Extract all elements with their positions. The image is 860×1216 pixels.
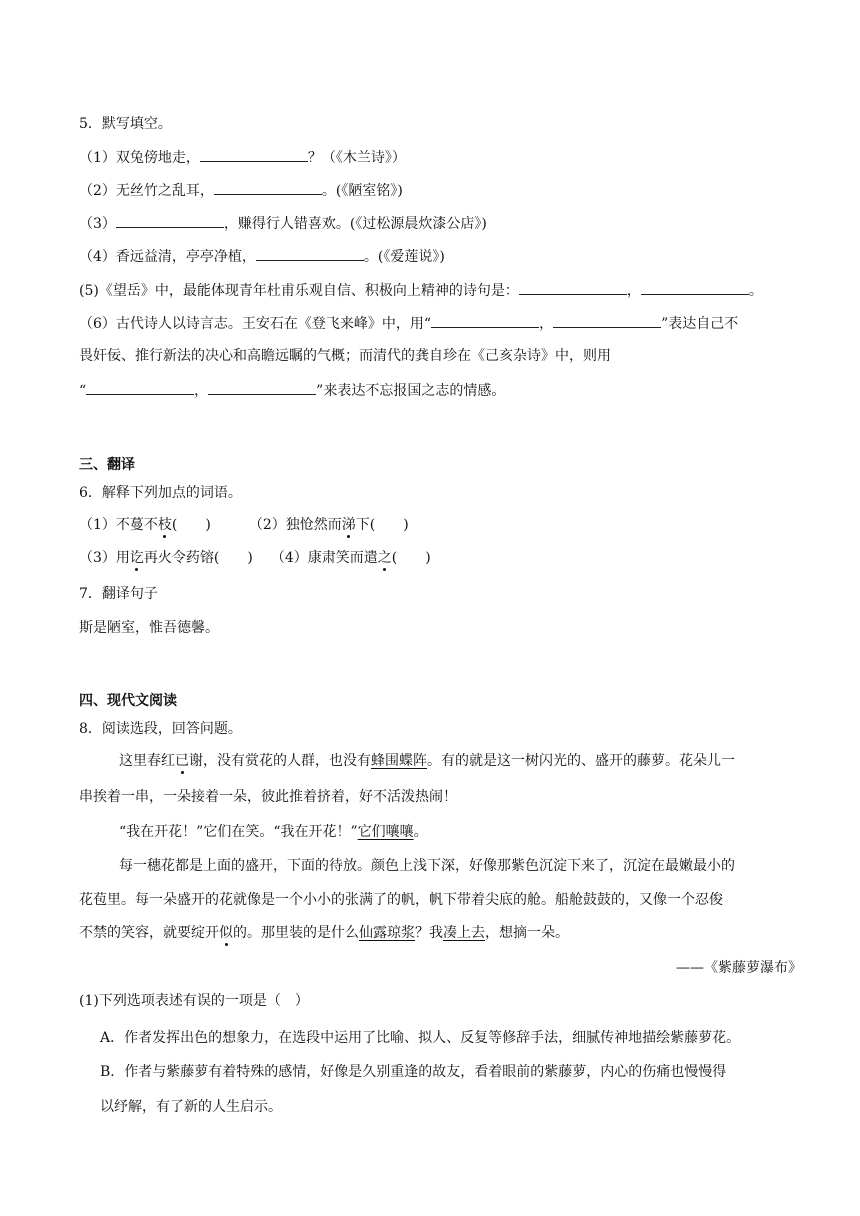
option-b-line2: 以纾解，有了新的人生启示。 [100,1099,282,1115]
option-a[interactable]: A．作者发挥出色的想象力，在选段中运用了比喻、拟人、反复等修辞手法，细腻传神地描绘紫藤萝花。 [100,1030,741,1046]
q7-sentence: 斯是陋室，惟吾德馨。 [79,620,219,636]
answer-blank[interactable] [86,380,194,395]
dotted-word: 涕 [341,517,356,533]
answer-blank[interactable] [431,313,539,328]
underlined-phrase: 仙露琼浆 [359,925,415,941]
q5-item-4: （4）香远益清，亭亭净植， 。(《爱莲说》) [79,246,445,267]
section-4-heading: 四、现代文阅读 [79,693,177,709]
answer-blank[interactable] [553,313,661,328]
dotted-word: 枝 [157,517,172,533]
passage-p3-line1: 每一穗花都是上面的盛开，下面的待放。颜色上浅下深，好像那紫色沉淀下来了，沉淀在最嫩最小的 [119,858,735,874]
question-5-title: 5．默写填空。 [79,116,172,132]
q5-item-5: (5)《望岳》中，最能体现青年杜甫乐观自信、积极向上精神的诗句是： ， 。 [79,280,763,301]
underlined-phrase: 蜂围蝶阵 [371,753,427,769]
answer-blank[interactable] [200,147,308,162]
q6-row-2: （3）用讫再火令药镕( ) （4）康肃笑而遣之( ) [79,550,431,566]
passage-p1-line1: 这里春红已谢，没有赏花的人群，也没有蜂围蝶阵。有的就是这一树闪光的、盛开的藤萝。花朵儿一 [119,753,735,769]
passage-p3-line2: 花苞里。每一朵盛开的花就像是一个小小的张满了的帆，帆下带着尖底的舱。船舱鼓鼓的，又像一个忍俊 [79,892,723,908]
answer-blank[interactable] [519,280,627,295]
passage-p2: “我在开花！”它们在笑。“我在开花！”它们嚷嚷。 [119,824,428,840]
q5-item-2: （2）无丝竹之乱耳， 。(《陋室铭》) [79,180,403,201]
underlined-phrase: 凑上去 [443,925,485,941]
q5-item-6-line2: 畏奸佞、推行新法的决心和高瞻远瞩的气概；而清代的龚自珍在《己亥杂诗》中，则用 [79,348,611,364]
q6-row-1: （1）不蔓不枝( ) （2）独怆然而涕下( ) [79,517,409,533]
passage-p3-line3: 不禁的笑容，就要绽开似的。那里装的是什么仙露琼浆？我凑上去，想摘一朵。 [79,925,569,941]
answer-blank[interactable] [641,280,749,295]
answer-blank[interactable] [208,380,316,395]
option-b-line1[interactable]: B．作者与紫藤萝有着特殊的感情，好像是久别重逢的故友，看着眼前的紫藤萝，内心的伤痛也慢慢得 [100,1064,727,1080]
dotted-word: 似 [219,925,233,941]
dotted-word: 讫 [129,550,144,566]
question-8-title: 8．阅读选段，回答问题。 [79,721,242,737]
answer-blank[interactable] [214,180,322,195]
passage-source: ——《紫藤萝瀑布》 [676,960,802,976]
question-6-title: 6．解释下列加点的词语。 [79,485,242,501]
q5-item-3: （3） ，赚得行人错喜欢。(《过松源晨炊漆公店》) [79,213,487,234]
answer-blank[interactable] [256,246,364,261]
question-7-title: 7．翻译句子 [79,586,158,602]
answer-blank[interactable] [116,213,224,228]
section-3-heading: 三、翻译 [79,457,135,473]
passage-p1-line2: 串挨着一串，一朵接着一朵，彼此推着挤着，好不活泼热闹！ [79,789,457,805]
q5-item-6-line3: “ ， ”来表达不忘报国之志的情感。 [79,380,505,401]
dotted-word: 已 [175,753,189,769]
sub-question-1: (1)下列选项表述有误的一项是（ ） [79,993,309,1009]
underlined-phrase: 它们嚷嚷 [357,824,414,840]
dotted-word: 之 [377,550,392,566]
q5-item-6-line1: （6）古代诗人以诗言志。王安石在《登飞来峰》中，用“ ， ”表达自己不 [79,313,738,334]
q5-item-1: （1）双兔傍地走， ？（《木兰诗》） [79,147,406,168]
